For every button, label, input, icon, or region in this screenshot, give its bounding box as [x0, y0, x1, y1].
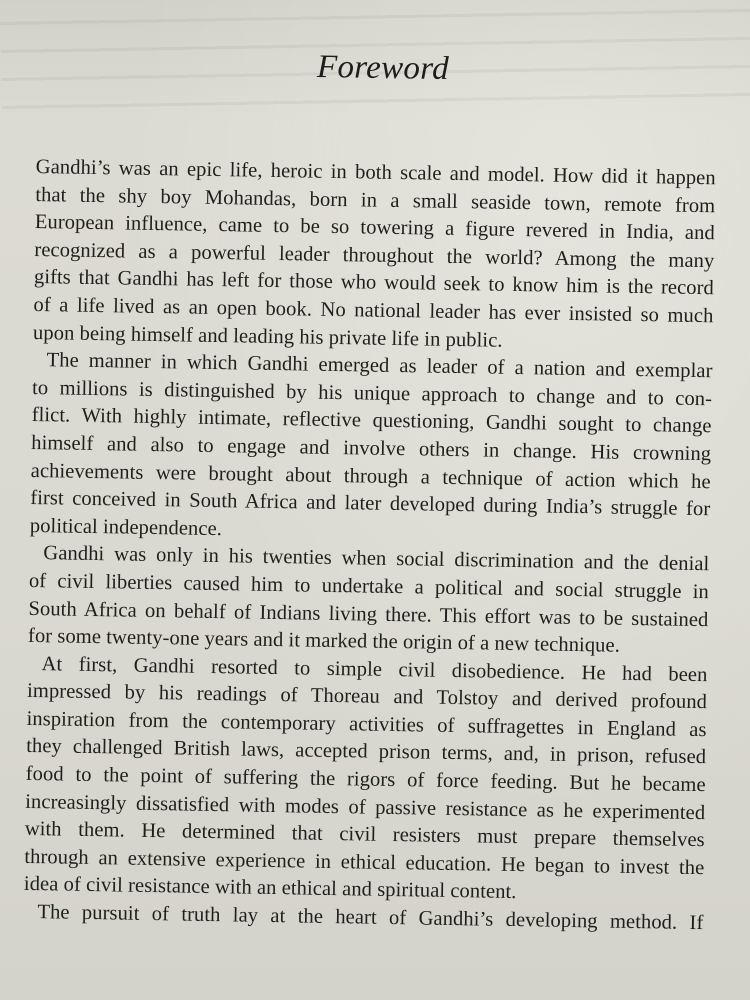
page-title: Foreword [316, 48, 450, 88]
text-line: increasingly dissatisfied with modes of passive resistance as he experimented [25, 790, 706, 824]
text-line: to millions is distinguished by his unique approach to change and to con- [31, 376, 713, 410]
text-line: himself and also to engage and involve others in change. His crowning [31, 431, 712, 466]
text-line: flict. With highly intimate, reflective questioning, Gandhi sought to change [31, 404, 712, 438]
text-line: European influence, came to be so towering a figure revered in India, and [34, 211, 715, 245]
text-line: upon being himself and leading his private life in public. [32, 321, 503, 352]
text-line: Gandhi was only in his twenties when social discrimination and the denial [43, 542, 710, 576]
text-line: they challenged British laws, accepted prison terms, and, in prison, refused [25, 735, 707, 769]
text-line: that the shy boy Mohandas, born in a small seaside town, remote from [35, 183, 716, 217]
text-line: impressed by his readings of Thoreau and Tolstoy and derived profound [26, 680, 708, 714]
text-line: South Africa on behalf of Indians living there. This effort was to be sustained [28, 597, 709, 631]
text-line: political independence. [29, 514, 223, 540]
text-line: first conceived in South Africa and later developed during India’s struggle for [30, 487, 711, 521]
text-line: food to the point of suffering the rigors of force feeding. But he became [25, 762, 706, 797]
text-line: through an extensive experience in ethical education. He began to invest the [24, 845, 705, 880]
text-line: achievements were brought about through a technique of action which he [30, 459, 711, 493]
text-line: of a life lived as an open book. No national leader has ever insisted so much [33, 293, 714, 328]
paragraph-1 [33, 154, 716, 358]
text-line: with them. He determined that civil resisters must prepare themselves [24, 818, 705, 852]
text-line: idea of civil resistance with an ethical and spiritual content. [23, 873, 517, 904]
paragraph-2 [30, 347, 713, 551]
text-line: gifts that Gandhi has left for those who would seek to know him is the record [33, 266, 715, 300]
foreword-body [23, 154, 716, 938]
text-line: The pursuit of truth lay at the heart of Gandhi’s developing method. If [37, 901, 704, 935]
text-line: of civil liberties caused him to undertake a political and social struggle in [28, 569, 710, 604]
paragraph-4 [24, 651, 708, 911]
paragraph-3 [28, 540, 710, 662]
text-line: The manner in which Gandhi emerged as leader of a nation and exemplar [46, 349, 713, 383]
text-line: for some twenty-one years and it marked the origin of a new technique. [27, 625, 621, 657]
text-line: recognized as a powerful leader throughout the world? Among the many [34, 238, 715, 273]
text-line: At first, Gandhi resorted to simple civil disobedience. He had been [41, 652, 708, 686]
text-line: Gandhi’s was an epic life, heroic in both scale and model. How did it happen [35, 155, 716, 190]
text-line: inspiration from the contemporary activities of suffragettes in England as [26, 707, 707, 742]
